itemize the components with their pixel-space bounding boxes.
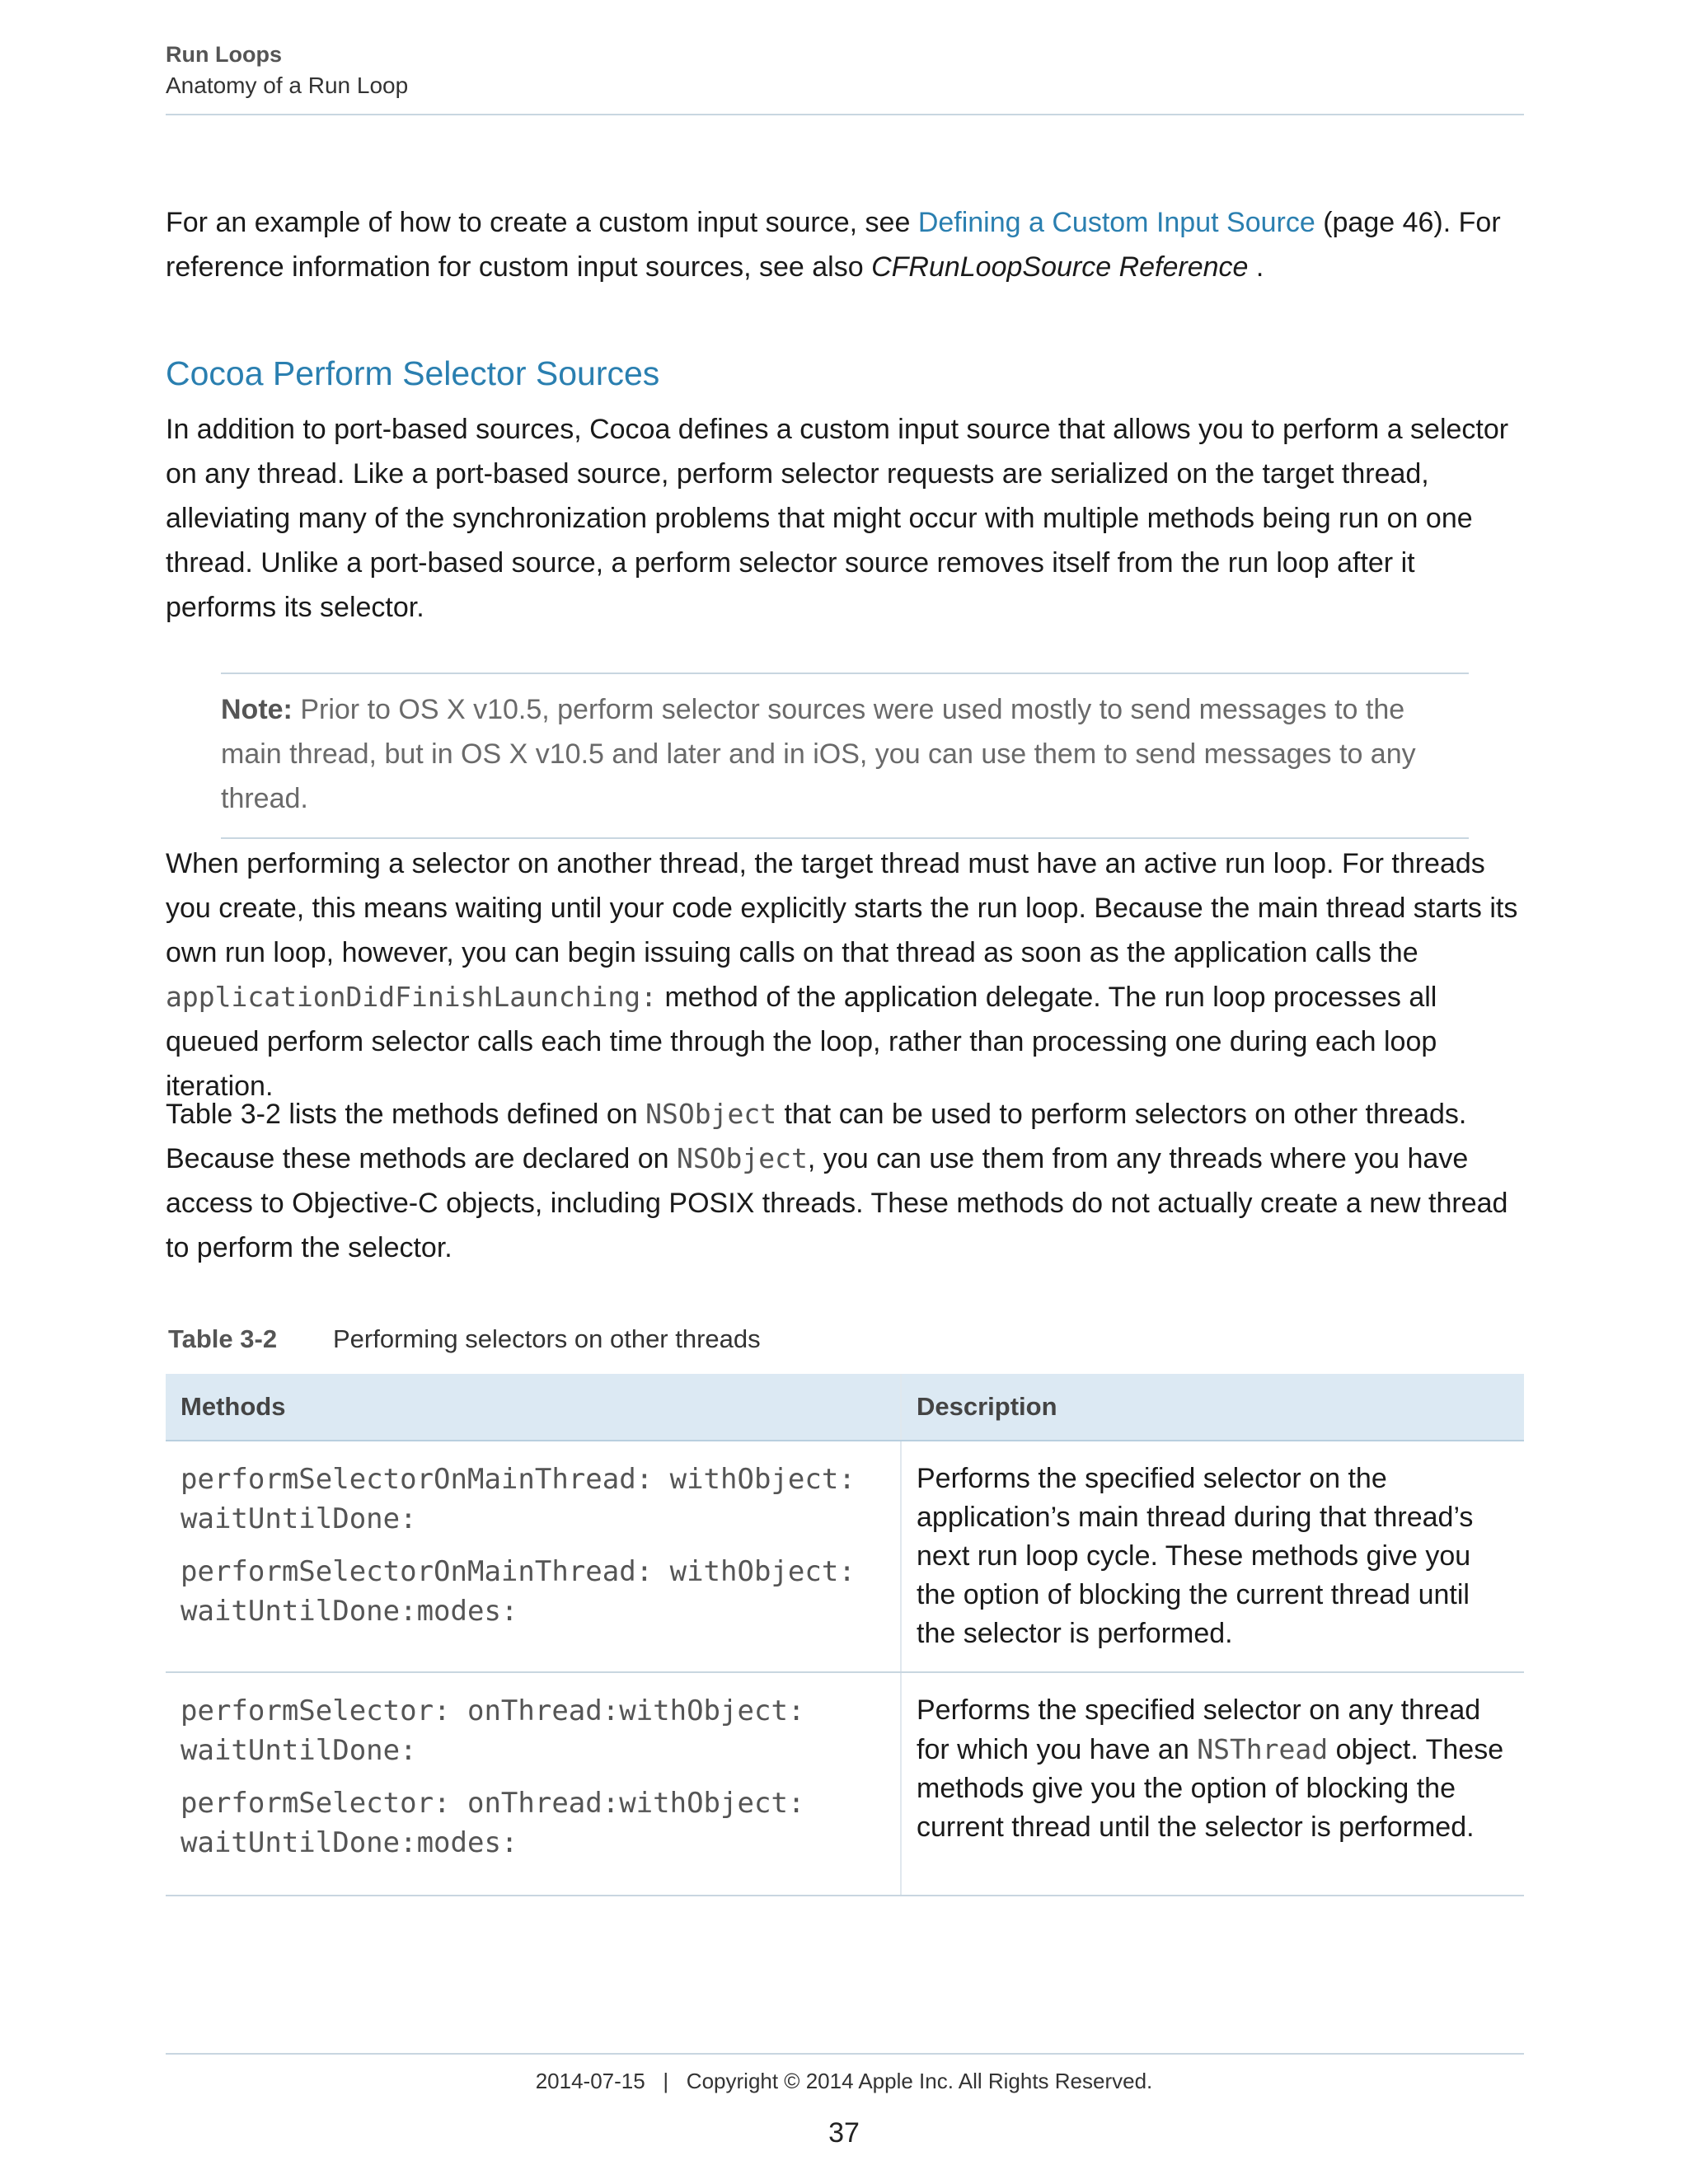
- method-name: waitUntilDone:: [181, 1734, 417, 1767]
- method-name: waitUntilDone:modes:: [181, 1826, 518, 1859]
- intro-text-end: .: [1248, 251, 1264, 283]
- page-number: 37: [828, 2117, 860, 2149]
- note-label: Note:: [221, 694, 293, 725]
- footer-copyright: 2014-07-15 | Copyright © 2014 Apple Inc. All Rights Reserved.: [535, 2069, 1153, 2093]
- paragraph-2-text-end: method of the application delegate. The run loop processes all queued perform selector calls each time through the loop, rather than processing one during each loop iteration.: [166, 982, 1437, 1102]
- code-application-did-finish-launching: applicationDidFinishLaunching:: [166, 981, 658, 1013]
- method-name: waitUntilDone:: [181, 1502, 417, 1535]
- paragraph-3-text: Table 3-2 lists the methods defined on: [166, 1099, 646, 1130]
- code-nsobject: NSObject: [676, 1142, 808, 1174]
- note-box: [221, 673, 1469, 839]
- table-row: [166, 1672, 1524, 1896]
- methods-cell: [166, 1672, 901, 1896]
- table-number: Table 3-2: [168, 1324, 278, 1353]
- section-paragraph-3: [166, 1092, 1524, 1270]
- cfrunloopsource-reference: CFRunLoopSource Reference: [871, 251, 1249, 283]
- intro-paragraph: [166, 200, 1524, 289]
- section-heading: Cocoa Perform Selector Sources: [166, 354, 660, 392]
- code-nsthread: NSThread: [1197, 1733, 1329, 1765]
- description-text: Performs the specified selector on the application’s main thread during that thread’s next run loop cycle. These methods give you the option of blocking the current thread until the selector is performed.: [917, 1463, 1474, 1649]
- note-text: Prior to OS X v10.5, perform selector sources were used mostly to send messages to the main thread, but in OS X v10.5 and later and in iOS, you can use them to send messages to any thread.: [221, 694, 1416, 814]
- method-name: performSelectorOnMainThread: withObject:: [181, 1463, 856, 1496]
- method-name: waitUntilDone:modes:: [181, 1595, 518, 1628]
- section-paragraph-2: [166, 841, 1524, 1108]
- description-cell: [901, 1672, 1524, 1896]
- chapter-title: Run Loops: [166, 42, 282, 67]
- description-cell: [901, 1441, 1524, 1672]
- methods-table: [166, 1374, 1524, 1896]
- table-row: [166, 1441, 1524, 1672]
- column-header-methods: Methods: [166, 1374, 901, 1441]
- method-description: [917, 1460, 1509, 1653]
- paragraph-2-text: When performing a selector on another thread, the target thread must have an active run loop. For threads you create, this means waiting until your code explicitly starts the run loop. Because the main thread starts its own run loop, however, you can begin issuing calls on that thread as soon as the application calls the: [166, 848, 1518, 968]
- section-paragraph-1: In addition to port-based sources, Cocoa defines a custom input source that allows you to perform a selector on any thread. Like a port-based source, perform selector requests are serialized on the target thread, alleviating many of the synchronization problems that might occur with multiple methods being run on one thread. Unlike a port-based source, a perform selector source removes itself from the run loop after it performs its selector.: [166, 414, 1509, 623]
- column-header-description: Description: [901, 1374, 1524, 1441]
- intro-text: For an example of how to create a custom input source, see: [166, 207, 918, 238]
- custom-input-source-link[interactable]: Defining a Custom Input Source: [917, 207, 1315, 238]
- code-nsobject: NSObject: [645, 1098, 777, 1130]
- method-description: [917, 1691, 1509, 1847]
- table-caption: [168, 1319, 761, 1360]
- running-header: [166, 40, 1524, 102]
- method-name: performSelector: onThread:withObject:: [181, 1787, 805, 1820]
- paragraph-3-text-end: , you can use them from any threads where you have access to Objective-C objects, including POSIX threads. These methods do not actually create a new thread to perform the selector.: [166, 1143, 1508, 1263]
- method-name: performSelector: onThread:withObject:: [181, 1694, 805, 1727]
- methods-cell: [166, 1441, 901, 1672]
- description-text: Performs the specified selector on any thread for which you have an: [917, 1694, 1481, 1765]
- table-title: Performing selectors on other threads: [333, 1324, 761, 1353]
- paragraph-3-text-mid: that can be used to perform selectors on other threads. Because these methods are declared on: [166, 1099, 1467, 1174]
- table-header-row: [166, 1374, 1524, 1441]
- intro-text-continued: (page 46). For reference information for custom input sources, see also: [166, 207, 1501, 283]
- method-name: performSelectorOnMainThread: withObject:: [181, 1555, 856, 1588]
- header-divider: [166, 114, 1524, 115]
- section-title: Anatomy of a Run Loop: [166, 73, 409, 98]
- description-text-end: object. These methods give you the option of blocking the current thread until the selector is performed.: [917, 1734, 1504, 1843]
- footer-divider: [166, 2053, 1524, 2055]
